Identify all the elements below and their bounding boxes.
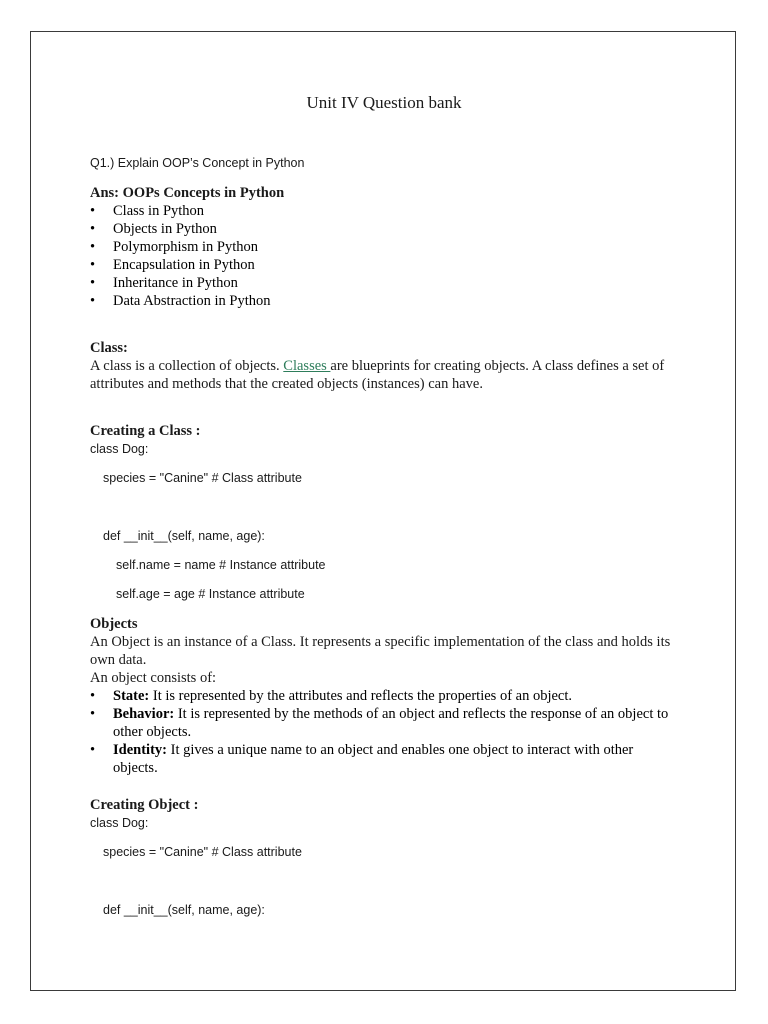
code-line: self.name = name # Instance attribute [116,558,326,572]
list-item: • Encapsulation in Python [90,256,270,274]
classes-link[interactable]: Classes [283,358,331,374]
list-item: • Inheritance in Python [90,274,270,292]
code-line: species = "Canine" # Class attribute [103,845,302,859]
creating-object-heading: Creating Object : [90,797,199,813]
term: Behavior: [113,706,175,722]
objects-heading: Objects [90,616,138,632]
list-item [90,741,673,777]
question-1: Q1.) Explain OOP’s Concept in Python [90,156,305,170]
code-line: def __init__(self, name, age): [103,529,265,543]
list-item [90,687,673,705]
code-line: def __init__(self, name, age): [103,903,265,917]
list-item: • Objects in Python [90,220,270,238]
class-text-1: A class is a collection of objects. [90,358,284,374]
answer-heading: Ans: OOPs Concepts in Python [90,185,285,201]
list-item: • Polymorphism in Python [90,238,270,256]
list-item: • Class in Python [90,202,270,220]
concepts-list [90,202,270,310]
class-heading: Class: [90,340,128,356]
term: Identity: [113,742,167,758]
desc: It gives a unique name to an object and enables one object to interact with other objects. [113,742,634,776]
desc: It is represented by the attributes and reflects the properties of an object. [149,688,573,704]
document-title: Unit IV Question bank [306,93,462,112]
class-text-2: are blueprints for creating objects. A class defines a set of attributes and methods that the created objects (instances) can have. [90,358,665,392]
objects-paragraph: An Object is an instance of a Class. It represents a specific implementation of the class and holds its own data. [90,634,671,668]
list-item [90,705,673,741]
class-paragraph [90,357,680,393]
code-line: class Dog: [90,442,149,456]
term: State: [113,688,150,704]
code-line: self.age = age # Instance attribute [116,587,305,601]
creating-class-heading: Creating a Class : [90,423,201,439]
object-parts-list [90,687,673,777]
desc: It is represented by the methods of an object and reflects the response of an object to other objects. [113,706,669,740]
code-line: species = "Canine" # Class attribute [103,471,302,485]
code-line: class Dog: [90,816,149,830]
objects-consists-text: An object consists of: [90,670,217,686]
list-item: • Data Abstraction in Python [90,292,270,310]
